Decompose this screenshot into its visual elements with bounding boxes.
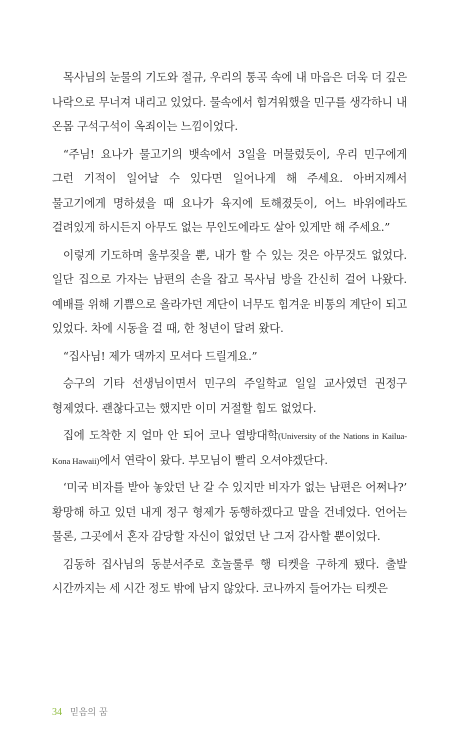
paragraph-4-quote: “집사님! 제가 댁까지 모셔다 드릴게요.”	[63, 349, 258, 363]
paragraph-8: 김동하 집사님의 동분서주로 호놀룰루 행 티켓을 구하게 됐다. 출발 시간까지는 세 시간 정도 밖에 남지 않았다. 코나까지 들어가는 티켓은	[52, 557, 407, 595]
paragraph-7: ‘미국 비자를 받아 놓았던 난 갈 수 있지만 비자가 없는 남편은 어쩌나?’ 황망해 하고 있던 내게 정구 형제가 동행하겠다고 말을 건네었다. 언어는 물론, 그곳에서 혼자 감당할 자신이 없었던 난 그저 감사할 뿐이었다.	[52, 481, 407, 543]
paragraph-2-prayer-quote: “주님! 요나가 물고기의 뱃속에서 3일을 머물렀듯이, 우리 민구에게 그런 기적이 일어날 수 있다면 일어나게 해 주세요. 아버지께서 물고기에게 명하셨을 때 요나가 육지에 토해졌듯이, 어느 바위에라도 걸려있게 하시든지 아무도 없는 무인도에라도 살아 있게만 해 주세요.”	[52, 147, 407, 234]
paragraph-6	[52, 424, 407, 473]
page-footer	[52, 705, 108, 718]
running-title: 믿음의 꿈	[70, 708, 108, 718]
paragraph-3: 이렇게 기도하며 울부짖을 뿐, 내가 할 수 있는 것은 아무것도 없었다. 일단 집으로 가자는 남편의 손을 잡고 목사님 방을 간신히 걸어 나왔다. 예배를 위해 기쁨으로 올라가던 계단이 너무도 힘겨운 비통의 계단이 되고 있었다. 차에 시동을 걸 때, 한 청년이 달려 왔다.	[52, 248, 407, 335]
page-body	[52, 66, 407, 605]
paragraph-6-start: 집에 도착한 지 얼마 안 되어 코나 열방대학	[63, 429, 279, 442]
paragraph-1: 목사님의 눈물의 기도와 절규, 우리의 통곡 속에 내 마음은 더욱 더 깊은 나락으로 무너져 내리고 있었다. 물속에서 힘겨워했을 민구를 생각하니 내 온몸 구석구석이 옥죄이는 느낌이었다.	[52, 71, 407, 133]
paragraph-5: 승구의 기타 선생님이면서 민구의 주일학교 일일 교사였던 권정구 형제였다. 괜찮다고는 했지만 이미 거절할 힘도 없었다.	[52, 377, 407, 415]
paragraph-6-latin-name: (University of the Nations in Kailua-Kona Hawaii)	[52, 431, 407, 466]
page-number: 34	[52, 707, 62, 718]
paragraph-6-end: 에서 연락이 왔다. 부모님이 빨리 오셔야겠단다.	[99, 453, 328, 467]
